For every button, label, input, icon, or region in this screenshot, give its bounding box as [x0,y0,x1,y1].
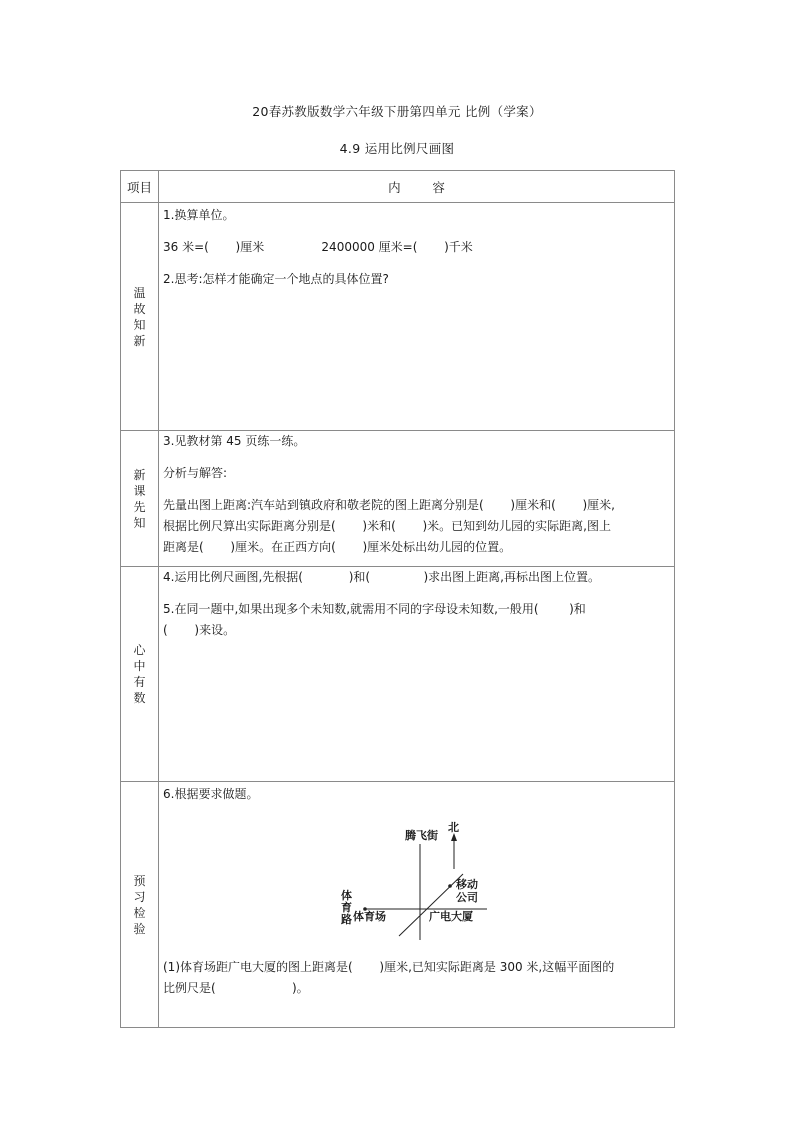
question-6: 6.根据要求做题。 [163,787,259,801]
section-new-lesson [121,431,675,567]
analysis-line-2: 根据比例尺算出实际距离分别是( )米和( )米。已知到幼儿园的实际距离,图上 [163,519,611,533]
section-label-review: 温故知新 [121,203,159,431]
section-summary [121,567,675,782]
question-6-1-line-1: (1)体育场距广电大厦的图上距离是( )厘米,已知实际距离是 300 米,这幅平面图的 [163,960,615,974]
label-company-1: 移动 [456,878,478,891]
section-label-preview-check: 预习检验 [121,782,159,1028]
question-1-blanks: 36 米=( )厘米 2400000 厘米=( )千米 [163,240,473,254]
analysis-heading: 分析与解答: [163,466,228,480]
diagonal-road [399,874,463,936]
question-5-line-2: ( )来设。 [163,623,236,637]
document-title: 20春苏教版数学六年级下册第四单元 比例（学案） [252,104,542,119]
label-street: 腾飞街 [405,829,438,842]
map-diagram [319,822,499,947]
question-1: 1.换算单位。 [163,208,235,222]
question-6-1-line-2: 比例尺是( )。 [163,981,309,995]
worksheet-table [120,170,675,1028]
label-tower: 广电大厦 [429,910,473,923]
north-arrow-head [451,833,457,841]
label-road: 体育路 [341,889,352,926]
label-stadium: 体育场 [353,910,386,923]
question-3: 3.见教材第 45 页练一练。 [163,434,306,448]
company-point [448,884,452,888]
label-company-2: 公司 [456,891,478,904]
section-label-summary: 心中有数 [121,567,159,782]
header-project: 项目 [121,171,159,203]
question-2: 2.思考:怎样才能确定一个地点的具体位置? [163,272,389,286]
section-label-new-lesson: 新课先知 [121,431,159,567]
document-subtitle: 4.9 运用比例尺画图 [339,141,455,156]
table-header-row [121,171,675,203]
section-preview-check [121,782,675,1028]
analysis-line-1: 先量出图上距离:汽车站到镇政府和敬老院的图上距离分别是( )厘米和( )厘米, [163,498,615,512]
section-review [121,203,675,431]
header-content: 内 容 [159,171,675,203]
question-5-line-1: 5.在同一题中,如果出现多个未知数,就需用不同的字母设未知数,一般用( )和 [163,602,586,616]
question-4: 4.运用比例尺画图,先根据( )和( )求出图上距离,再标出图上位置。 [163,570,600,584]
label-north: 北 [448,821,459,834]
analysis-line-3: 距离是( )厘米。在正西方向( )厘米处标出幼儿园的位置。 [163,540,512,554]
